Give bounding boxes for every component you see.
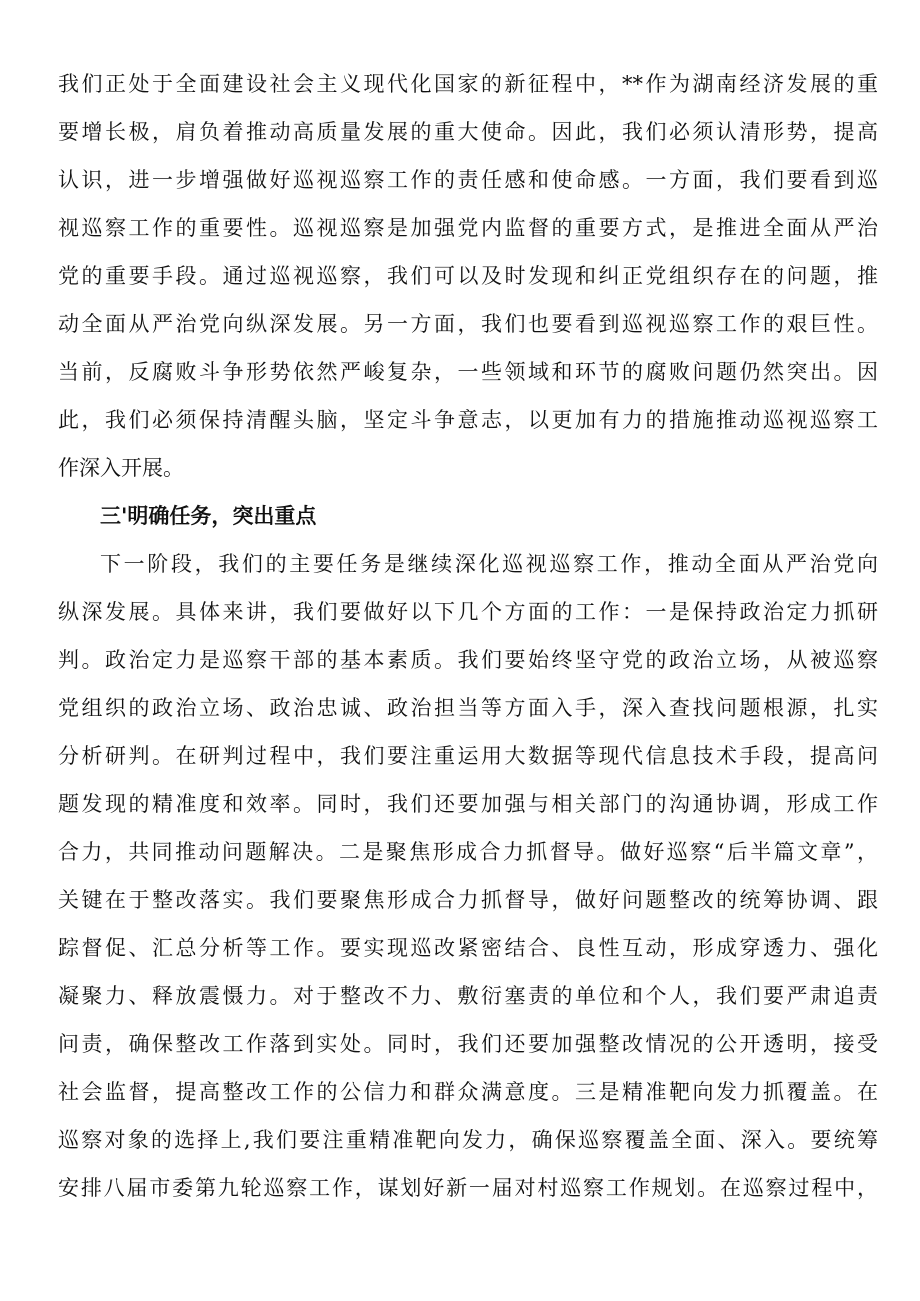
paragraph-tasks (58, 540, 878, 1212)
paragraph-line: 要增长极，肩负着推动高质量发展的重大使命。因此，我们必须认清形势，提高 (58, 120, 878, 144)
paragraph-line: 踪督促、汇总分析等工作。要实现巡改紧密结合、良性互动，形成穿透力、强化 (58, 936, 878, 960)
paragraph-line: 安排八届市委第九轮巡察工作，谋划好新一届对村巡察工作规划。在巡察过程中， (58, 1176, 878, 1200)
paragraph-line: 分析研判。在研判过程中，我们要注重运用大数据等现代信息技术手段，提高问 (58, 744, 878, 768)
paragraph-line: 合力，共同推动问题解决。二是聚焦形成合力抓督导。做好巡察“后半篇文章”， (58, 840, 878, 864)
paragraph-line: 巡察对象的选择上,我们要注重精准靶向发力，确保巡察覆盖全面、深入。要统筹 (58, 1128, 878, 1152)
paragraph-line: 动全面从严治党向纵深发展。另一方面，我们也要看到巡视巡察工作的艰巨性。 (58, 312, 878, 336)
paragraph-line: 作深入开展。 (58, 456, 184, 480)
section-heading: 三'明确任务，突出重点 (100, 504, 317, 528)
paragraph-line: 社会监督，提高整改工作的公信力和群众满意度。三是精准靶向发力抓覆盖。在 (58, 1080, 878, 1104)
paragraph-line: 问责，确保整改工作落到实处。同时，我们还要加强整改情况的公开透明，接受 (58, 1032, 878, 1056)
paragraph-line: 凝聚力、释放震慑力。对于整改不力、敷衍塞责的单位和个人，我们要严肃追责 (58, 984, 878, 1008)
document-page (58, 60, 878, 1212)
paragraph-line: 视巡察工作的重要性。巡视巡察是加强党内监督的重要方式，是推进全面从严治 (58, 216, 878, 240)
paragraph-line: 此，我们必须保持清醒头脑，坚定斗争意志，以更加有力的措施推动巡视巡察工 (58, 408, 878, 432)
paragraph-line: 当前，反腐败斗争形势依然严峻复杂，一些领域和环节的腐败问题仍然突出。因 (58, 360, 878, 384)
paragraph-line: 关键在于整改落实。我们要聚焦形成合力抓督导，做好问题整改的统筹协调、跟 (58, 888, 878, 912)
paragraph-line: 下一阶段，我们的主要任务是继续深化巡视巡察工作，推动全面从严治党向 (100, 552, 878, 576)
paragraph-line: 党组织的政治立场、政治忠诚、政治担当等方面入手，深入查找问题根源，扎实 (58, 696, 878, 720)
paragraph-line: 判。政治定力是巡察干部的基本素质。我们要始终坚守党的政治立场，从被巡察 (58, 648, 878, 672)
paragraph-situation (58, 60, 878, 492)
paragraph-line: 认识，进一步增强做好巡视巡察工作的责任感和使命感。一方面，我们要看到巡 (58, 168, 878, 192)
paragraph-line: 纵深发展。具体来讲，我们要做好以下几个方面的工作：一是保持政治定力抓研 (58, 600, 878, 624)
paragraph-line: 题发现的精准度和效率。同时，我们还要加强与相关部门的沟通协调，形成工作 (58, 792, 878, 816)
paragraph-line: 我们正处于全面建设社会主义现代化国家的新征程中，**作为湖南经济发展的重 (58, 72, 878, 96)
paragraph-line: 党的重要手段。通过巡视巡察，我们可以及时发现和纠正党组织存在的问题，推 (58, 264, 878, 288)
